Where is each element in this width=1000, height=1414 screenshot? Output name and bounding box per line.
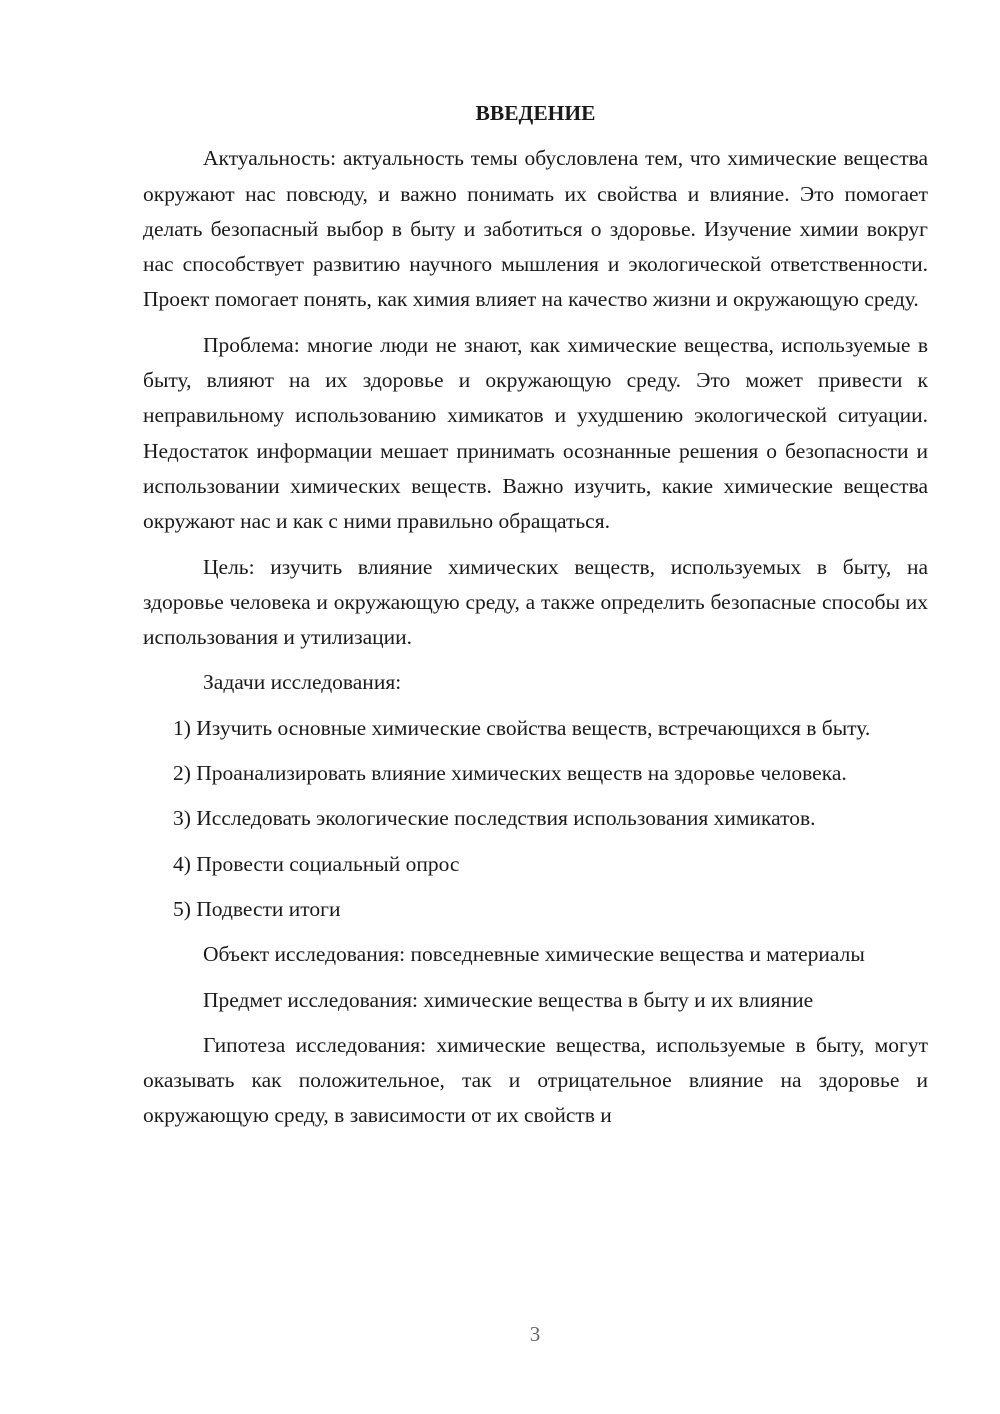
- task-item-3: 3) Исследовать экологические последствия использования химикатов.: [173, 806, 816, 831]
- page-number: 3: [529, 1322, 541, 1346]
- section-title: ВВЕДЕНИЕ: [475, 101, 596, 125]
- relevance-paragraph: Актуальность: актуальность темы обусловлена тем, что химические вещества окружают нас повсюду, и важно понимать их свойства и влияние. Это помогает делать безопасный выбор в быту и заботиться о здоровье. Изучение химии вокруг нас способствует развитию научного мышления и экологической ответственности. Проект помогает понять, как химия влияет на качество жизни и окружающую среду.: [143, 146, 928, 312]
- task-item-5: 5) Подвести итоги: [173, 896, 341, 921]
- task-item-4: 4) Провести социальный опрос: [173, 851, 460, 876]
- tasks-heading: Задачи исследования:: [203, 670, 402, 695]
- object-paragraph: Объект исследования: повседневные химические вещества и материалы: [203, 942, 865, 967]
- hypothesis-paragraph: Гипотеза исследования: химические вещества, используемые в быту, могут оказывать как положительное, так и отрицательное влияние на здоровье и окружающую среду, в зависимости от их свойств и: [143, 1032, 928, 1128]
- task-item-2: 2) Проанализировать влияние химических веществ на здоровье человека.: [173, 761, 847, 786]
- subject-paragraph: Предмет исследования: химические вещества в быту и их влияние: [203, 987, 814, 1012]
- problem-paragraph: Проблема: многие люди не знают, как химические вещества, используемые в быту, влияют на их здоровье и окружающую среду. Это может привести к неправильному использованию химикатов и ухудшению экологической ситуации. Недостаток информации мешает принимать осознанные решения о безопасности и использовании химических веществ. Важно изучить, какие химические вещества окружают нас и как с ними правильно обращаться.: [143, 332, 928, 534]
- task-item-1: 1) Изучить основные химические свойства веществ, встречающихся в быту.: [173, 715, 871, 740]
- goal-paragraph: Цель: изучить влияние химических веществ, используемых в быту, на здоровье человека и окружающую среду, а также определить безопасные способы их использования и утилизации.: [143, 554, 928, 650]
- page-content: [143, 96, 928, 1144]
